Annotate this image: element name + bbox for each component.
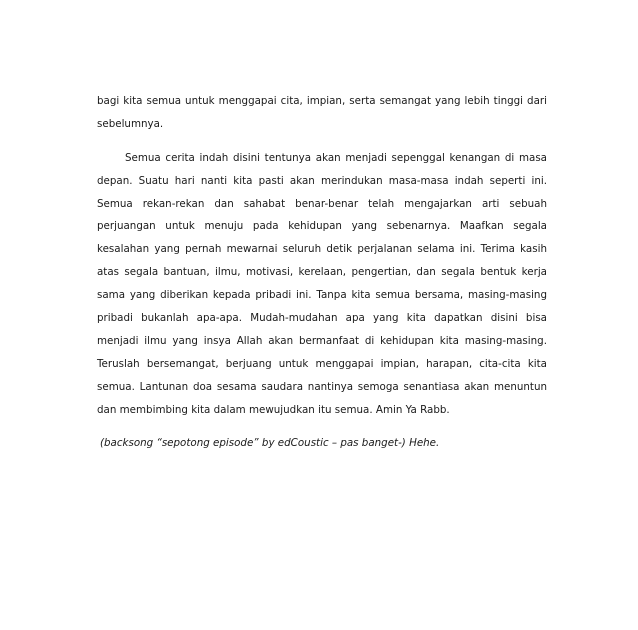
paragraph-spacer [97, 136, 547, 147]
paragraph-1 [97, 90, 547, 136]
text-line: Semua rekan-rekan dan sahabat benar-benar telah mengajarkan arti sebuah [97, 197, 547, 210]
text-line: pribadi bukanlah apa-apa. Mudah-mudahan apa yang kita dapatkan disini bisa [97, 312, 547, 325]
paragraph-2 [97, 147, 547, 422]
body-text [97, 90, 547, 421]
text-line: depan. Suatu hari nanti kita pasti akan merindukan masa-masa indah seperti ini. [97, 174, 547, 187]
text-line: dan membimbing kita dalam mewujudkan itu semua. Amin Ya Rabb. [97, 403, 450, 416]
text-line: Teruslah bersemangat, berjuang untuk menggapai impian, harapan, cita-cita kita [97, 357, 547, 370]
text-line: menjadi ilmu yang insya Allah akan bermanfaat di kehidupan kita masing-masing. [97, 334, 547, 347]
text-line: Semua cerita indah disini tentunya akan menjadi sepenggal kenangan di masa [125, 151, 547, 164]
text-line: bagi kita semua untuk menggapai cita, impian, serta semangat yang lebih tinggi dari [97, 95, 547, 107]
text-line: sebelumnya. [97, 117, 164, 130]
text-line: kesalahan yang pernah mewarnai seluruh detik perjalanan selama ini. Terima kasih [97, 243, 547, 256]
text-line: atas segala bantuan, ilmu, motivasi, kerelaan, pengertian, dan segala bentuk kerja [97, 266, 547, 279]
backsong-note: (backsong “sepotong episode” by edCoustic – pas banget-) Hehe. [100, 437, 440, 449]
text-line: sama yang diberikan kepada pribadi ini. Tanpa kita semua bersama, masing-masing [97, 289, 547, 302]
text-line: perjuangan untuk menuju pada kehidupan yang sebenarnya. Maafkan segala [97, 220, 547, 233]
text-line: semua. Lantunan doa sesama saudara nantinya semoga senantiasa akan menuntun [97, 380, 547, 393]
